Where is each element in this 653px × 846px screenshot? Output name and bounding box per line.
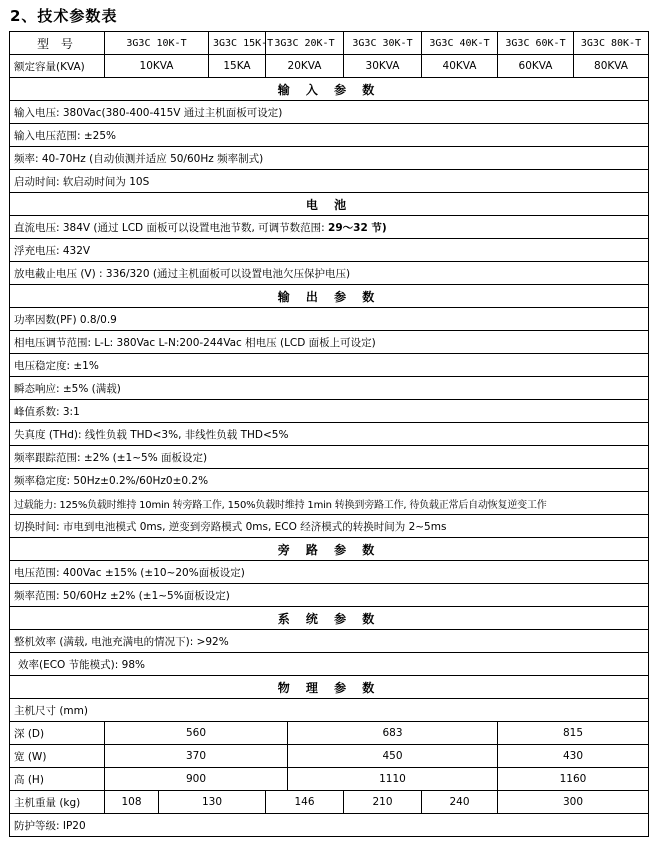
battery-row: 放电截止电压 (V) : 336/320 (通过主机面板可以设置电池欠压保护电压) (10, 262, 649, 285)
capacity-row (10, 55, 649, 78)
dim-value: 1110 (288, 768, 498, 791)
output-row: 瞬态响应: ±5% (满载) (10, 377, 649, 400)
output-row: 失真度 (THd): 线性负载 THD<3%, 非线性负载 THD<5% (10, 423, 649, 446)
weight-value: 240 (422, 791, 498, 814)
dim-value: 430 (498, 745, 649, 768)
battery-row: 浮充电压: 432V (10, 239, 649, 262)
system-row: 效率(ECO 节能模式): 98% (10, 653, 649, 676)
dim-value: 370 (105, 745, 288, 768)
input-row: 输入电压: 380Vac(380-400-415V 通过主机面板可设定) (10, 101, 649, 124)
size-label-row: 主机尺寸 (mm) (10, 699, 649, 722)
weight-value: 210 (344, 791, 422, 814)
model-cell: 3G3C 20K-T (266, 32, 344, 55)
weight-label: 主机重量 (kg) (10, 791, 105, 814)
model-label: 型 号 (10, 32, 105, 55)
dim-label: 宽 (W) (10, 745, 105, 768)
dim-value: 1160 (498, 768, 649, 791)
output-row: 过载能力: 125%负载时维持 10min 转旁路工作, 150%负载时维持 1min 转换到旁路工作, 待负载正常后自动恢复逆变工作 (10, 492, 649, 515)
weight-value: 300 (498, 791, 649, 814)
model-cell: 3G3C 30K-T (344, 32, 422, 55)
section-bypass-title: 旁 路 参 数 (10, 538, 649, 561)
page-title: 2、技术参数表 (10, 7, 118, 25)
section-output-title: 输 出 参 数 (10, 285, 649, 308)
output-row: 切换时间: 市电到电池模式 0ms, 逆变到旁路模式 0ms, ECO 经济模式的转换时间为 2~5ms (10, 515, 649, 538)
dim-value: 815 (498, 722, 649, 745)
dim-row-width (10, 745, 649, 768)
capacity-cell: 30KVA (344, 55, 422, 78)
bypass-row: 频率范围: 50/60Hz ±2% (±1~5%面板设定) (10, 584, 649, 607)
protection-row: 防护等级: IP20 (10, 814, 649, 837)
capacity-cell: 20KVA (266, 55, 344, 78)
battery-dc-voltage-row (10, 216, 649, 239)
output-row: 峰值系数: 3:1 (10, 400, 649, 423)
input-row: 输入电压范围: ±25% (10, 124, 649, 147)
section-battery-title: 电 池 (10, 193, 649, 216)
model-cell: 3G3C 10K-T (105, 32, 209, 55)
section-input-title: 输 入 参 数 (10, 78, 649, 101)
weight-value: 130 (159, 791, 266, 814)
system-row: 整机效率 (满载, 电池充满电的情况下): >92% (10, 630, 649, 653)
dim-value: 900 (105, 768, 288, 791)
output-row: 相电压调节范围: L-L: 380Vac L-N:200-244Vac 相电压 (LCD 面板上可设定) (10, 331, 649, 354)
model-cell: 3G3C 60K-T (498, 32, 574, 55)
battery-dc-range: 29〜32 节) (328, 221, 387, 234)
capacity-cell: 15KA (209, 55, 266, 78)
dim-value: 450 (288, 745, 498, 768)
output-row: 功率因数(PF) 0.8/0.9 (10, 308, 649, 331)
bypass-row: 电压范围: 400Vac ±15% (±10~20%面板设定) (10, 561, 649, 584)
model-row (10, 32, 649, 55)
input-row: 启动时间: 软启动时间为 10S (10, 170, 649, 193)
capacity-cell: 40KVA (422, 55, 498, 78)
capacity-label: 额定容量(KVA) (10, 55, 105, 78)
section-system-title: 系 统 参 数 (10, 607, 649, 630)
output-row: 频率稳定度: 50Hz±0.2%/60Hz0±0.2% (10, 469, 649, 492)
spec-table (9, 31, 649, 837)
capacity-cell: 80KVA (574, 55, 649, 78)
dim-label: 高 (H) (10, 768, 105, 791)
dim-value: 683 (288, 722, 498, 745)
dim-row-height (10, 768, 649, 791)
output-row: 电压稳定度: ±1% (10, 354, 649, 377)
dim-value: 560 (105, 722, 288, 745)
weight-row (10, 791, 649, 814)
capacity-cell: 10KVA (105, 55, 209, 78)
model-cell: 3G3C 15K-T (209, 32, 266, 55)
section-physical-title: 物 理 参 数 (10, 676, 649, 699)
input-row: 频率: 40-70Hz (自动侦测并适应 50/60Hz 频率制式) (10, 147, 649, 170)
weight-value: 108 (105, 791, 159, 814)
capacity-cell: 60KVA (498, 55, 574, 78)
output-row: 频率跟踪范围: ±2% (±1~5% 面板设定) (10, 446, 649, 469)
model-cell: 3G3C 80K-T (574, 32, 649, 55)
weight-value: 146 (266, 791, 344, 814)
dim-label: 深 (D) (10, 722, 105, 745)
dim-row-depth (10, 722, 649, 745)
battery-dc-text: 直流电压: 384V (通过 LCD 面板可以设置电池节数, 可调节数范围: (14, 221, 329, 234)
model-cell: 3G3C 40K-T (422, 32, 498, 55)
